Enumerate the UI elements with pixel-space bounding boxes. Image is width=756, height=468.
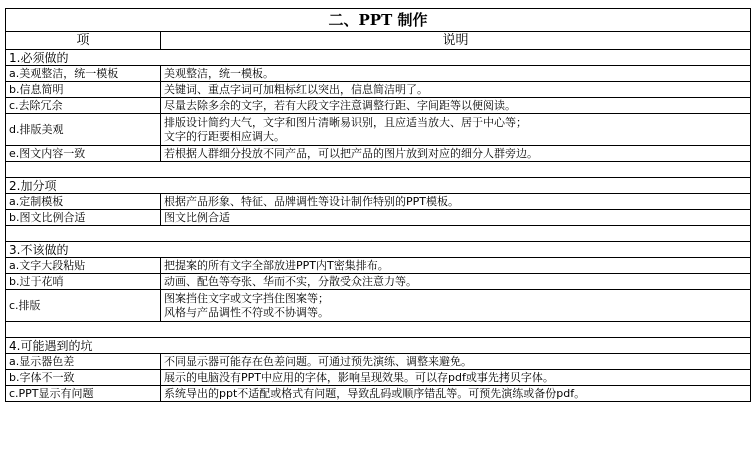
table-row [6,114,751,146]
description-cell[interactable]: 关键词、重点字词可加粗标红以突出，信息简洁明了。 [161,82,751,98]
table-row [6,258,751,274]
section-heading-row [6,338,751,354]
description-cell[interactable] [161,290,751,322]
table-row [6,354,751,370]
description-cell[interactable]: 尽量去除多余的文字，若有大段文字注意调整行距、字间距等以便阅读。 [161,98,751,114]
blank-row [6,162,751,178]
description-cell[interactable] [161,114,751,146]
section-heading-row [6,178,751,194]
table-row [6,82,751,98]
description-cell[interactable]: 动画、配色等夸张、华而不实，分散受众注意力等。 [161,274,751,290]
description-cell[interactable]: 美观整洁，统一模板。 [161,66,751,82]
description-cell[interactable]: 把提案的所有文字全部放进PPT内T密集排布。 [161,258,751,274]
item-cell[interactable]: e.图文内容一致 [6,146,161,162]
blank-cell[interactable] [6,162,751,178]
blank-cell[interactable] [6,226,751,242]
item-cell[interactable]: d.排版美观 [6,114,161,146]
section-heading-pitfalls[interactable]: 4.可能遇到的坑 [6,338,751,354]
ppt-guideline-table [5,8,751,402]
item-cell[interactable]: a.定制模板 [6,194,161,210]
table-row [6,386,751,402]
item-cell[interactable]: b.图文比例合适 [6,210,161,226]
item-cell[interactable]: a.文字大段粘贴 [6,258,161,274]
item-cell[interactable]: b.字体不一致 [6,370,161,386]
description-line: 风格与产品调性不符或不协调等。 [164,305,329,319]
blank-cell[interactable] [6,322,751,338]
section-heading-must-do[interactable]: 1.必须做的 [6,50,751,66]
description-cell[interactable]: 系统导出的ppt不适配或格式有问题，导致乱码或顺序错乱等。可预先演练或备份pdf。 [161,386,751,402]
table-row [6,146,751,162]
description-cell[interactable]: 根据产品形象、特征、品牌调性等设计制作特别的PPT模板。 [161,194,751,210]
description-line: 排版设计简约大气，文字和图片清晰易识别，且应适当放大、居于中心等； [164,115,527,129]
table-row [6,210,751,226]
header-row [6,32,751,50]
description-cell[interactable]: 不同显示器可能存在色差问题。可通过预先演练、调整来避免。 [161,354,751,370]
title-row [6,9,751,32]
description-line: 图案挡住文字或文字挡住图案等； [164,291,329,305]
spreadsheet-sheet [5,8,750,402]
description-cell[interactable]: 展示的电脑没有PPT中应用的字体，影响呈现效果。可以存pdf或事先拷贝字体。 [161,370,751,386]
item-cell[interactable]: b.过于花哨 [6,274,161,290]
description-cell[interactable]: 若根据人群细分投放不同产品，可以把产品的图片放到对应的细分人群旁边。 [161,146,751,162]
item-cell[interactable]: b.信息简明 [6,82,161,98]
table-row [6,66,751,82]
section-heading-should-not-do[interactable]: 3.不该做的 [6,242,751,258]
table-row [6,194,751,210]
blank-row [6,322,751,338]
table-row [6,274,751,290]
table-row [6,290,751,322]
table-title[interactable]: 二、PPT 制作 [6,9,751,32]
column-header-description[interactable]: 说明 [161,32,751,50]
section-heading-row [6,50,751,66]
description-cell[interactable]: 图文比例合适 [161,210,751,226]
description-line: 文字的行距要相应调大。 [164,129,285,143]
item-cell[interactable]: c.排版 [6,290,161,322]
table-row [6,370,751,386]
blank-row [6,226,751,242]
table-row [6,98,751,114]
item-cell[interactable]: c.去除冗余 [6,98,161,114]
item-cell[interactable]: a.美观整洁，统一模板 [6,66,161,82]
section-heading-row [6,242,751,258]
item-cell[interactable]: a.显示器色差 [6,354,161,370]
item-cell[interactable]: c.PPT显示有问题 [6,386,161,402]
section-heading-bonus[interactable]: 2.加分项 [6,178,751,194]
column-header-item[interactable]: 项 [6,32,161,50]
